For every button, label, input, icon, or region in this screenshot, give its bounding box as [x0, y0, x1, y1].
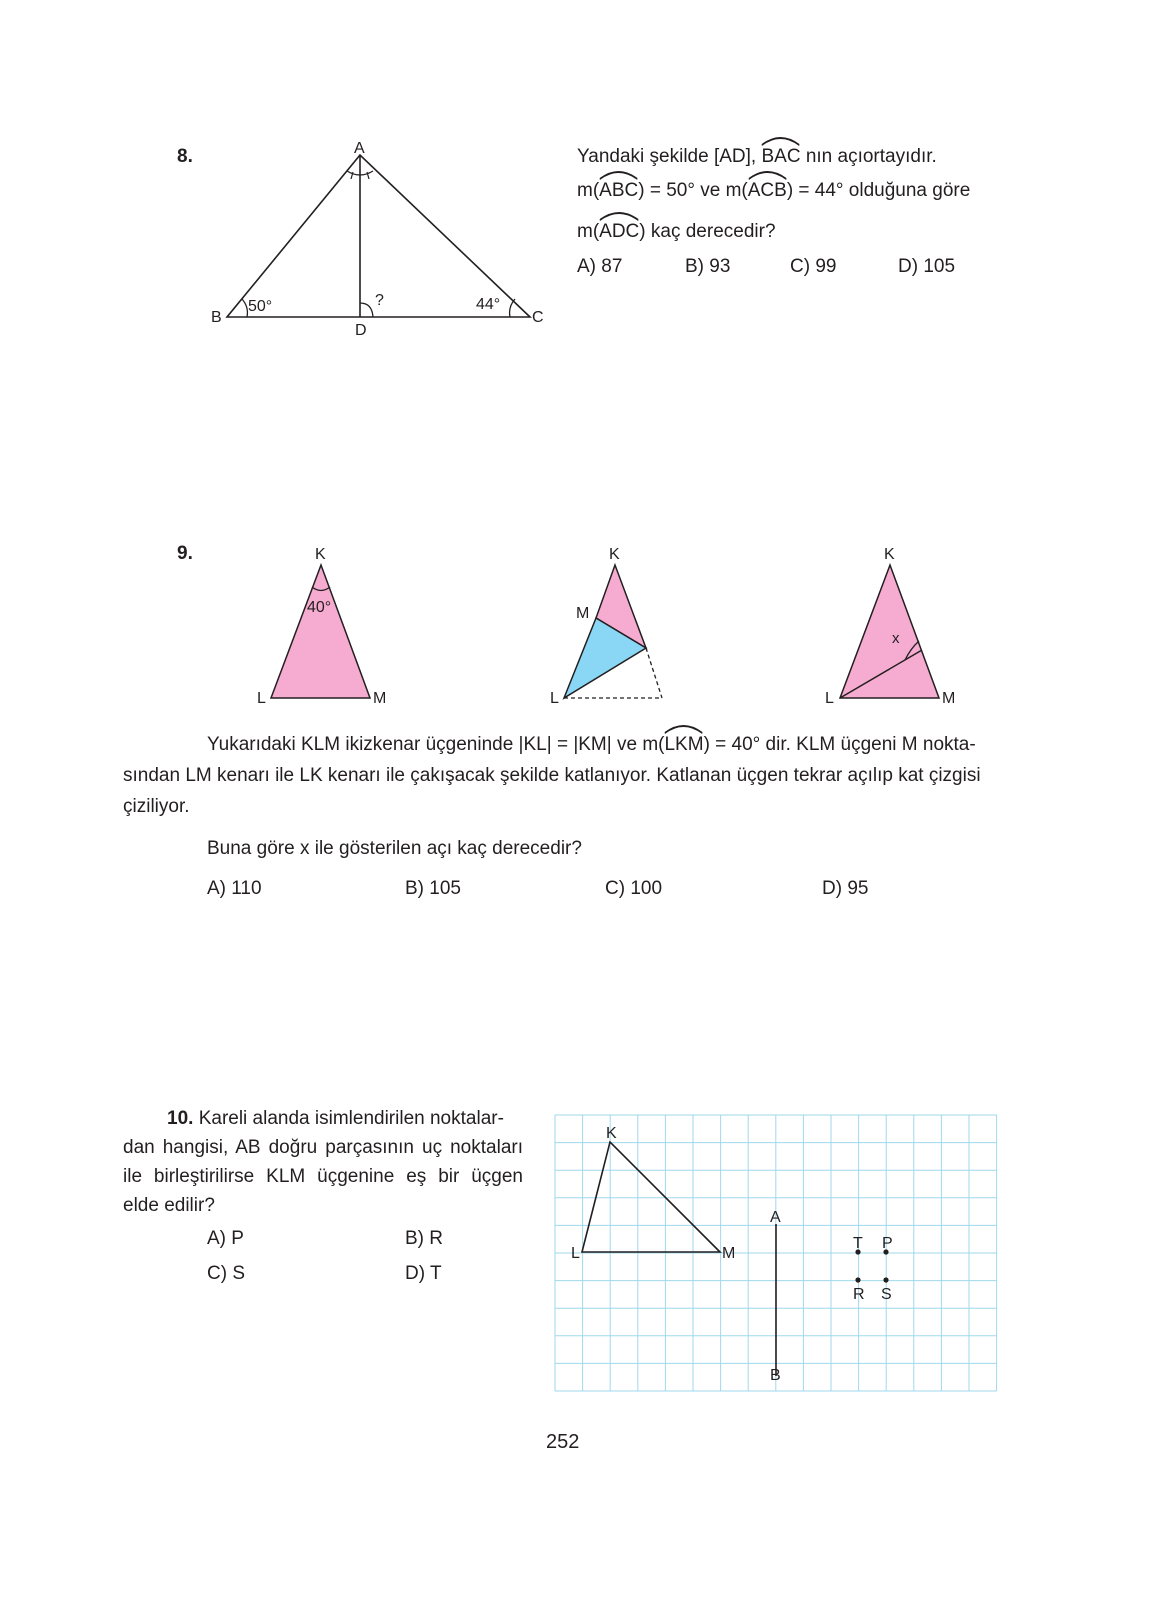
label-t: T	[853, 1235, 863, 1252]
q8-option-c[interactable]: C) 99	[790, 256, 837, 277]
q8-line-1: Yandaki şekilde [AD], BAC nın açıortayıdır.	[577, 146, 937, 168]
q9-paragraph-line-3: çiziliyor.	[123, 796, 190, 817]
label-r: R	[853, 1286, 865, 1303]
label-b: B	[770, 1367, 781, 1384]
label-d: D	[355, 322, 367, 339]
point-s	[883, 1277, 888, 1282]
q8-line-2: m( ABC) = 50° ve m( ACB) = 44° olduğuna göre	[577, 180, 970, 202]
label-p: P	[882, 1235, 893, 1252]
label-m: M	[722, 1245, 736, 1262]
q9-option-d[interactable]: D) 95	[822, 878, 869, 899]
q9-question: Buna göre x ile gösterilen açı kaç derecedir?	[207, 838, 582, 859]
triangle-klm	[582, 1142, 720, 1252]
q10-option-d[interactable]: D) T	[405, 1263, 442, 1284]
q8-option-b[interactable]: B) 93	[685, 256, 731, 277]
q10-text: 10. Kareli alanda isimlendirilen noktalar- dan hangisi, AB doğru parçasının uç noktaları ile birleştirilirse KLM üçgenine eş bir üçgen elde edilir?	[123, 1108, 523, 1216]
angle-k-label: 40°	[307, 599, 332, 616]
q10-option-b[interactable]: B) R	[405, 1228, 443, 1249]
angle-b-label: 50°	[248, 298, 273, 315]
label-b: B	[211, 309, 222, 326]
q9-option-c[interactable]: C) 100	[605, 878, 663, 899]
angle-c-label: 44°	[476, 296, 501, 313]
label-m: M	[576, 605, 590, 622]
label-s: S	[881, 1286, 892, 1303]
label-m: M	[942, 690, 956, 707]
q8-option-d[interactable]: D) 105	[898, 256, 956, 277]
q9-option-b[interactable]: B) 105	[405, 878, 461, 899]
question-9-number: 9.	[177, 543, 193, 564]
q10-option-a[interactable]: A) P	[207, 1228, 244, 1249]
q9-option-a[interactable]: A) 110	[207, 878, 262, 899]
label-l: L	[257, 690, 266, 707]
q10-grid-figure	[554, 1114, 998, 1392]
angle-x-label: x	[892, 630, 900, 647]
question-8-number: 8.	[177, 146, 193, 167]
label-c: C	[532, 309, 544, 326]
label-k: K	[315, 546, 326, 563]
question-10-number: 10.	[167, 1108, 194, 1129]
q8-option-a[interactable]: A) 87	[577, 256, 623, 277]
label-k: K	[606, 1125, 617, 1142]
label-a: A	[770, 1209, 781, 1226]
label-k: K	[884, 546, 895, 563]
label-k: K	[609, 546, 620, 563]
triangle-klm	[271, 565, 370, 698]
angle-d-arc	[360, 303, 373, 317]
dashed-edge-1	[646, 648, 662, 698]
q9-figure-3	[815, 540, 975, 710]
point-r	[855, 1277, 860, 1282]
label-l: L	[550, 690, 559, 707]
q9-paragraph-line-1: Yukarıdaki KLM ikizkenar üçgeninde |KL| = |KM| ve m( LKM) = 40° dir. KLM üçgeni M nokta-	[207, 734, 976, 756]
label-a: A	[354, 140, 365, 157]
angle-d-label: ?	[375, 292, 384, 309]
label-l: L	[571, 1245, 580, 1262]
q8-triangle-figure	[200, 135, 560, 345]
angle-b-arc	[242, 299, 247, 317]
page-number: 252	[546, 1431, 580, 1453]
q10-option-c[interactable]: C) S	[207, 1263, 245, 1284]
q9-figure-2	[540, 540, 690, 710]
q9-paragraph-line-2: sından LM kenarı ile LK kenarı ile çakışacak şekilde katlanıyor. Katlanan üçgen tekrar açılıp kat çizgisi	[123, 765, 981, 786]
q8-line-3: m( ADC) kaç derecedir?	[577, 221, 776, 243]
triangle-klm	[840, 565, 939, 698]
label-m: M	[373, 690, 387, 707]
q9-figure-1	[250, 540, 400, 710]
label-l: L	[825, 690, 834, 707]
